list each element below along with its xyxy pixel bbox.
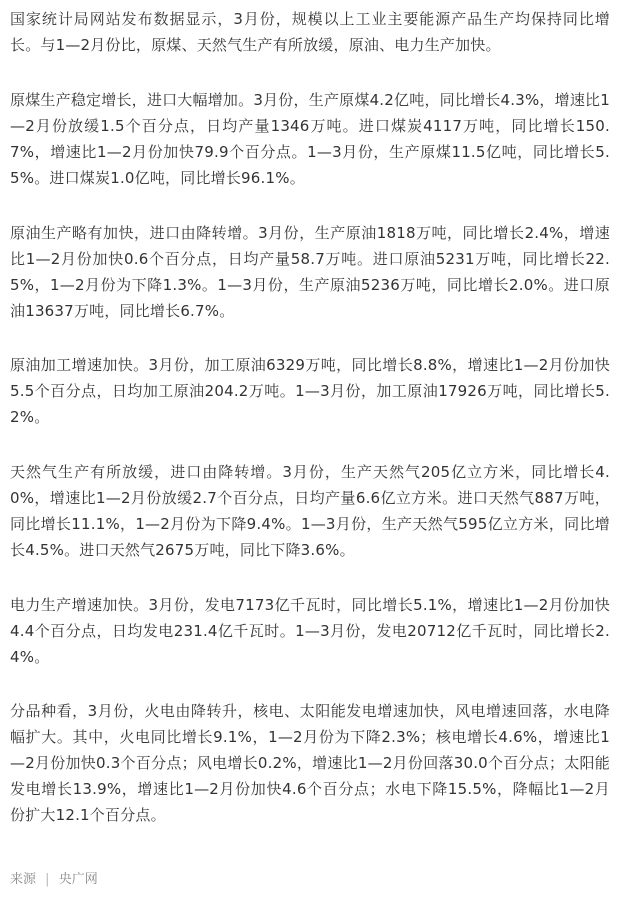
- article-paragraph-1: 国家统计局网站发布数据显示，3月份，规模以上工业主要能源产品生产均保持同比增长。与1—2月份比，原煤、天然气生产有所放缓，原油、电力生产加快。: [10, 10, 610, 54]
- article-paragraph-4: 原油加工增速加快。3月份，加工原油6329万吨，同比增长8.8%，增速比1—2月份加快5.5个百分点，日均加工原油204.2万吨。1—3月份，加工原油17926万吨，同比增长5.2%。: [10, 356, 610, 426]
- source-separator: |: [45, 872, 50, 887]
- source-label: 来源: [10, 872, 37, 887]
- article-paragraph-5: 天然气生产有所放缓，进口由降转增。3月份，生产天然气205亿立方米，同比增长4.0%，增速比1—2月份放缓2.7个百分点，日均产量6.6亿立方米。进口天然气887万吨，同比增长11.1%，1—2月份为下降9.4%。1—3月份，生产天然气595亿立方米，同比增长4.5%。进口天然气2675万吨，同比下降3.6%。: [10, 463, 610, 559]
- article-paragraph-6: 电力生产增速加快。3月份，发电7173亿千瓦时，同比增长5.1%，增速比1—2月份加快4.4个百分点，日均发电231.4亿千瓦时。1—3月份，发电20712亿千瓦时，同比增长2.4%。: [10, 596, 610, 666]
- article-paragraph-7: 分品种看，3月份，火电由降转升，核电、太阳能发电增速加快，风电增速回落，水电降幅扩大。其中，火电同比增长9.1%，1—2月份为下降2.3%；核电增长4.6%，增速比1—2月份加快0.3个百分点；风电增长0.2%，增速比1—2月份回落30.0个百分点；太阳能发电增长13.9%，增速比1—2月份加快4.6个百分点；水电下降15.5%，降幅比1—2月份扩大12.1个百分点。: [10, 702, 610, 824]
- article-paragraph-2: 原煤生产稳定增长，进口大幅增加。3月份，生产原煤4.2亿吨，同比增长4.3%，增速比1—2月份放缓1.5个百分点，日均产量1346万吨。进口煤炭4117万吨，同比增长150.7%，增速比1—2月份加快79.9个百分点。1—3月份，生产原煤11.5亿吨，同比增长5.5%。进口煤炭1.0亿吨，同比增长96.1%。: [10, 91, 610, 187]
- source-name: 央广网: [58, 872, 98, 887]
- article-paragraph-3: 原油生产略有加快，进口由降转增。3月份，生产原油1818万吨，同比增长2.4%，增速比1—2月份加快0.6个百分点，日均产量58.7万吨。进口原油5231万吨，同比增长22.5%，1—2月份为下降1.3%。1—3月份，生产原油5236万吨，同比增长2.0%。进口原油13637万吨，同比增长6.7%。: [10, 224, 610, 320]
- source-attribution: [10, 870, 98, 890]
